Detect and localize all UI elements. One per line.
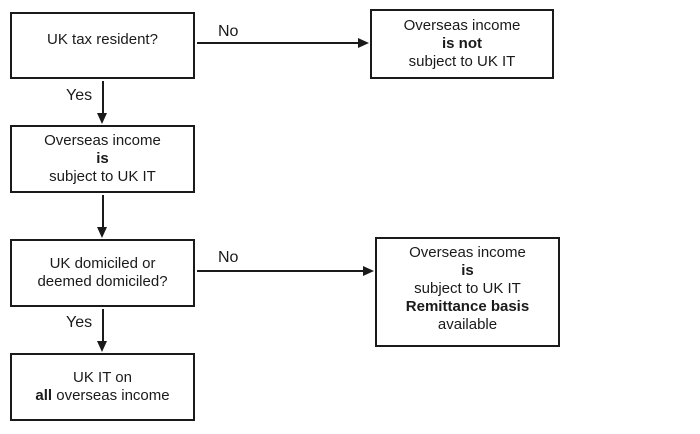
- node-text-line: Overseas income: [44, 132, 161, 149]
- arrow-flow-middle-head-icon: [97, 227, 107, 238]
- node-text-line: subject to UK IT: [414, 280, 521, 297]
- node-uk-it-on-all: [10, 353, 195, 421]
- node-text-line: UK IT on: [73, 369, 132, 386]
- node-text-line: subject to UK IT: [49, 168, 156, 185]
- arrow-no-top-line: [197, 42, 359, 44]
- arrow-yes-top-head-icon: [97, 113, 107, 124]
- node-overseas-not-subject: [370, 9, 554, 79]
- node-text-line: is not: [442, 35, 482, 52]
- node-text-rest-part: overseas income: [52, 387, 170, 404]
- node-overseas-subject: [10, 125, 195, 193]
- edge-label-no-top: No: [218, 23, 239, 40]
- node-text-line: [35, 387, 169, 405]
- node-text-line: UK domiciled or: [49, 255, 156, 272]
- node-text-line: available: [437, 316, 498, 333]
- arrow-no-top-head-icon: [358, 38, 369, 48]
- node-uk-domiciled: [10, 239, 195, 307]
- arrow-yes-bottom-head-icon: [97, 341, 107, 352]
- node-text-line: is: [96, 150, 109, 167]
- node-text-line: Remittance basis: [405, 298, 530, 315]
- arrow-yes-bottom-line: [102, 309, 104, 342]
- edge-label-yes-top: Yes: [66, 87, 93, 104]
- edge-label-no-bottom: No: [218, 249, 239, 266]
- node-text-line: UK tax resident?: [47, 30, 158, 48]
- node-remittance-basis: [375, 237, 560, 347]
- node-text-line: subject to UK IT: [408, 53, 516, 70]
- arrow-no-bottom-head-icon: [363, 266, 374, 276]
- edge-label-yes-bottom: Yes: [66, 314, 93, 331]
- node-text-line: Overseas income: [403, 17, 521, 34]
- node-text-line: deemed domiciled?: [37, 273, 168, 290]
- node-text-line: Overseas income: [409, 244, 526, 261]
- node-text-bold-part: all: [35, 387, 53, 404]
- arrow-yes-top-line: [102, 81, 104, 114]
- arrow-no-bottom-line: [197, 270, 363, 272]
- node-text-line: is: [461, 262, 474, 279]
- arrow-flow-middle-line: [102, 195, 104, 228]
- node-uk-tax-resident: [10, 12, 195, 79]
